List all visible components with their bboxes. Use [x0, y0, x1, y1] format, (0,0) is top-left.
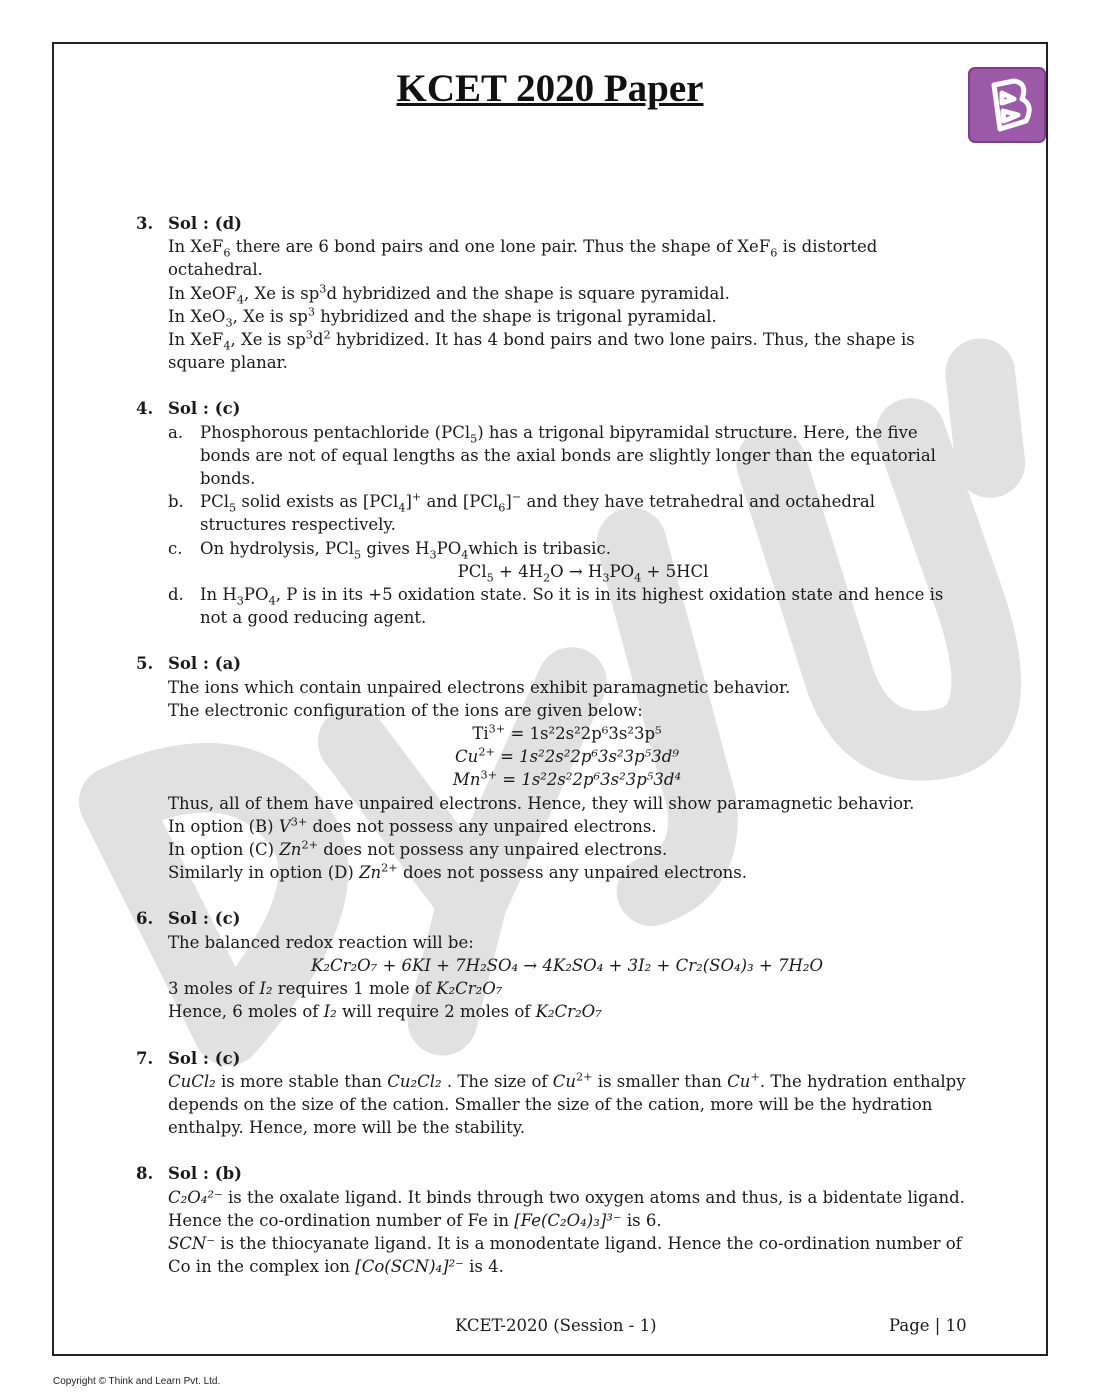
solution-answer: Sol : (b) [168, 1164, 242, 1184]
equation: $Ti^{3+} = 1s^22s^22p^63s^23p^5$ [472, 722, 662, 744]
footer-session: KCET-2020 (Session - 1) [455, 1316, 657, 1335]
question-7 [136, 1047, 966, 1140]
text-line: Hence the co-ordination number of Fe in [Fe(C₂O₄)₃]³⁻ is 6. [168, 1210, 662, 1230]
solution-answer: Sol : (c) [168, 399, 241, 419]
text-line: The ions which contain unpaired electrons exhibit paramagnetic behavior. [168, 677, 791, 697]
list-item: c. On hydrolysis, PCl$_5$ gives $H_3PO_4which$ is tribasic. $PCl_5 + 4H_2O \to H_3PO_4 + 5HCl$ [168, 537, 966, 583]
page-title: KCET 2020 Paper [396, 67, 704, 110]
question-3 [136, 212, 966, 374]
byjus-logo [968, 67, 1046, 143]
text-line: In XeF$_4$, Xe is $sp^3d^2$ hybridized. It has 4 bond pairs and two lone pairs. Thus, the shape is square planar. [168, 328, 915, 373]
text-line: Similarly in option (D) $Zn^{2+}$ does not possess any unpaired electrons. [168, 861, 747, 883]
list-item: d. In $H_3PO_4$, P is in its +5 oxidation state. So it is in its highest oxidation state and hence is not a good reducing agent. [168, 585, 944, 628]
question-number: 3. [136, 214, 154, 233]
question-number: 4. [136, 399, 154, 419]
text-line: In option (B) $V^{3+}$ does not possess any unpaired electrons. [168, 815, 657, 836]
byjus-logo-icon [970, 69, 1044, 141]
question-5 [136, 652, 966, 884]
solutions-content [136, 212, 966, 1301]
solution-answer: Sol : (a) [168, 654, 242, 674]
equation: $Mn^{3+} = 1s^22s^22p^63s^23p^53d^4$ [452, 768, 682, 790]
copyright-notice: Copyright © Think and Learn Pvt. Ltd. [53, 1376, 221, 1387]
text-line: In XeO$_3$, Xe is $sp^3$ hybridized and the shape is trigonal pyramidal. [168, 305, 717, 330]
text-line: CuCl₂ is more stable than Cu₂Cl₂ . The size of $Cu^{2+}$ is smaller than Cu+. The hydration enthalpy depends on the size of the cation. Smaller the size of the cation, more will be the hydration enthalpy. Hence, more will be the stability. [168, 1070, 966, 1138]
text-line: In XeF$_6$ there are 6 bond pairs and one lone pair. Thus the shape of XeF$_6$ is distorted octahedral. [168, 237, 878, 280]
text-line: Thus, all of them have unpaired electrons. Hence, they will show paramagnetic behavior. [168, 793, 915, 813]
equation: $PCl_5 + 4H_2O \to H_3PO_4 + 5HCl$ [457, 561, 709, 585]
question-6 [136, 907, 966, 1023]
footer-page-number: Page | 10 [889, 1316, 967, 1335]
list-item: b. PCl$_5$ solid exists as [PCl$_4$]+ and [PCl$_6$]− and they have tetrahedral and octahedral structures respectively. [168, 490, 875, 535]
solution-answer: Sol : (c) [168, 1048, 241, 1068]
text-line: Hence, 6 moles of I₂ will require 2 moles of K₂Cr₂O₇ [168, 1002, 602, 1022]
equation: K₂Cr₂O₇ + 6KI + 7H₂SO₄ → 4K₂SO₄ + 3I₂ + Cr₂(SO₄)₃ + 7H₂O [311, 955, 823, 975]
equation: $Cu^{2+} = 1s^22s^22p^63s^23p^53d^9$ [455, 745, 679, 767]
solution-answer: Sol : (c) [168, 909, 241, 929]
question-number: 6. [136, 909, 154, 929]
question-4 [136, 397, 966, 629]
text-line: In XeOF$_4$, Xe is $sp^3d$ hybridized and the shape is square pyramidal. [168, 282, 730, 306]
question-number: 5. [136, 654, 154, 674]
text-line: SCN⁻ is the thiocyanate ligand. It is a monodentate ligand. Hence the co-ordination number of Co in the complex ion [Co(SCN)₄]²⁻ is 4. [168, 1233, 962, 1277]
question-8 [136, 1162, 966, 1278]
text-line: C₂O₄²⁻ is the oxalate ligand. It binds through two oxygen atoms and thus, is a bidentate ligand. [168, 1187, 965, 1207]
text-line: 3 moles of I₂ requires 1 mole of K₂Cr₂O₇ [168, 979, 503, 999]
list-item: a. Phosphorous pentachloride (PCl$_5$) has a trigonal bipyramidal structure. Here, the five bonds are not of equal lengths as the axial bonds are slightly longer than the equatorial bonds. [168, 422, 936, 489]
solution-answer: Sol : (d) [168, 214, 242, 233]
text-line: In option (C) $Zn^{2+}$ does not possess any unpaired electrons. [168, 838, 668, 860]
question-number: 8. [136, 1164, 154, 1184]
text-line: The electronic configuration of the ions are given below: [168, 700, 643, 720]
question-number: 7. [136, 1048, 154, 1068]
text-line: The balanced redox reaction will be: [168, 932, 474, 952]
